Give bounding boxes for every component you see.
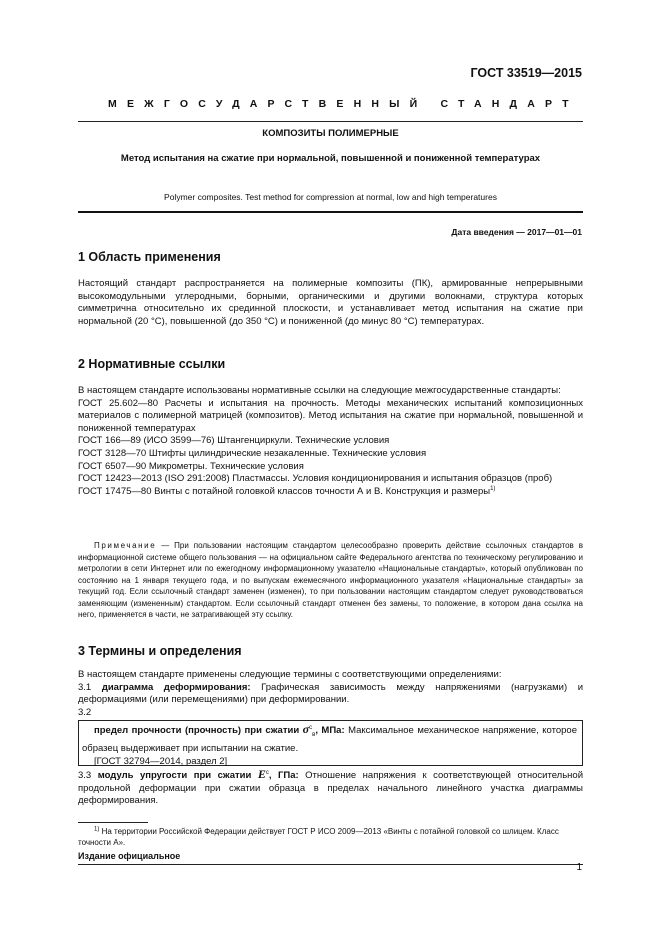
footer-divider: [78, 864, 583, 865]
modulus-symbol: E: [257, 767, 266, 781]
footnote: [78, 826, 583, 848]
term-unit: , МПа:: [315, 725, 345, 736]
ref-item: ГОСТ 3128—70 Штифты цилиндрические незакаленные. Технические условия: [78, 447, 427, 459]
term-source-ref: [ГОСТ 32794—2014, раздел 2]: [94, 755, 228, 767]
section-2-body: [78, 385, 583, 498]
section-1-text: Настоящий стандарт распространяется на полимерные композиты (ПК), армированные непрерывными высокомодульными углеродными, борными, органическими и другими волокнами, структура которых симметрична относительно их срединной плоскости, и устанавливает метод испытания на сжатие при нормальной (20 °C), повышенной (до 350 °C) и пониженной (до минус 80 °C) температурах.: [78, 278, 583, 327]
document-title: КОМПОЗИТЫ ПОЛИМЕРНЫЕ: [262, 128, 399, 139]
ref-item: ГОСТ 12423—2013 (ISO 291:2008) Пластмассы. Условия кондиционирования и испытания образцов (проб): [78, 473, 553, 485]
section-3-heading: 3 Термины и определения: [78, 644, 242, 658]
official-edition-label: Издание официальное: [78, 851, 181, 861]
symbol-superscript: c: [265, 769, 269, 776]
interstate-standard-banner: МЕЖГОСУДАРСТВЕННЫЙ СТАНДАРТ: [108, 98, 579, 110]
document-subtitle: Метод испытания на сжатие при нормальной, повышенной и пониженной температурах: [120, 153, 541, 164]
footnote-text: На территории Российской Федерации действует ГОСТ Р ИСО 2009—2013 «Винты с потайной головкой со шлицем. Класс точности А».: [78, 827, 559, 847]
term-3-2-line: [82, 723, 577, 755]
section-2-intro: В настоящем стандарте использованы нормативные ссылки на следующие межгосударственные стандарты:: [78, 385, 561, 396]
term-3-2: [82, 723, 577, 768]
term-3-3: [78, 768, 583, 808]
note-block: [78, 540, 583, 621]
symbol-subscript: в: [312, 731, 316, 738]
ref-item: ГОСТ 6507—90 Микрометры. Технические условия: [78, 460, 304, 472]
section-3-intro: В настоящем стандарте применены следующие термины с соответствующими определениями:: [78, 669, 502, 680]
introduction-date: Дата введения — 2017—01—01: [451, 227, 582, 237]
term-number: 3.3: [78, 770, 92, 781]
term-3-1: [78, 682, 583, 707]
term-definition: Отношение напряжения к соответствующей относительной продольной деформации при сжатии образца в пределах начального линейного участка диаграммы деформирования.: [78, 770, 584, 807]
section-1-body: [78, 278, 583, 328]
section-1-heading: 1 Область применения: [78, 250, 221, 264]
section-2-heading: 2 Нормативные ссылки: [78, 357, 226, 371]
page-number: 1: [576, 862, 582, 873]
term-name: модуль упругости при сжатии: [97, 770, 252, 781]
term-3-3-block: [78, 768, 583, 808]
ref-item: ГОСТ 166—89 (ИСО 3599—76) Штангенциркули. Технические условия: [78, 435, 390, 447]
footnote-divider: [78, 822, 148, 823]
english-title: Polymer composites. Test method for compression at normal, low and high temperatures: [164, 192, 497, 202]
symbol-superscript: c: [309, 724, 313, 731]
sigma-symbol: σ: [302, 722, 310, 736]
term-unit: , ГПа:: [268, 770, 299, 781]
term-name: предел прочности (прочность) при сжатии: [94, 725, 300, 736]
term-name: диаграмма деформирования:: [101, 681, 251, 693]
title-divider: [78, 211, 583, 213]
note-label: Примечание: [94, 541, 157, 550]
footnote-mark: 1): [94, 826, 100, 833]
ref-item: ГОСТ 25.602—80 Расчеты и испытания на прочность. Методы механических испытаний композиционных материалов с полимерной матрицей (композитов). Метод испытания на сжатие при нормальной, повышенной и пониженной температурах: [78, 397, 583, 434]
term-number: 3.2: [78, 706, 92, 718]
standard-code: ГОСТ 33519—2015: [470, 66, 582, 80]
term-number: 3.1: [78, 681, 92, 693]
footnote-ref-mark: 1): [490, 485, 496, 492]
ref-item-last: [78, 486, 583, 499]
section-3-body: [78, 669, 583, 719]
header-divider: [78, 121, 583, 122]
note-text: — При пользовании настоящим стандартом целесообразно проверить действие ссылочных стандартов в информационной системе общего пользования — на официальном сайте Федерального агентства по техническому регулированию и метрологии в сети Интернет или по ежегодному информационному указателю «Национальные стандарты», который опубликован по состоянию на 1 января текущего года, и по выпускам ежемесячного информационного указателя «Национальные стандарты» за текущий год. Если ссылочный стандарт заменен (изменен), то при пользовании настоящим стандартом следует руководствоваться заменяющим (измененным) стандартом. Если ссылочный стандарт отменен без замены, то положение, в котором дана ссылка на него, применяется в части, не затрагивающей эту ссылку.: [78, 541, 583, 619]
term-definition: Графическая зависимость между напряжениями (нагрузками) и деформациями (или перемещениями) при деформировании.: [78, 681, 584, 706]
term-definition: Максимальное механическое напряжение, которое образец выдерживает при испытании на сжатие.: [82, 725, 578, 754]
ref-item-text: ГОСТ 17475—80 Винты с потайной головкой классов точности А и В. Конструкция и размеры: [78, 485, 491, 497]
